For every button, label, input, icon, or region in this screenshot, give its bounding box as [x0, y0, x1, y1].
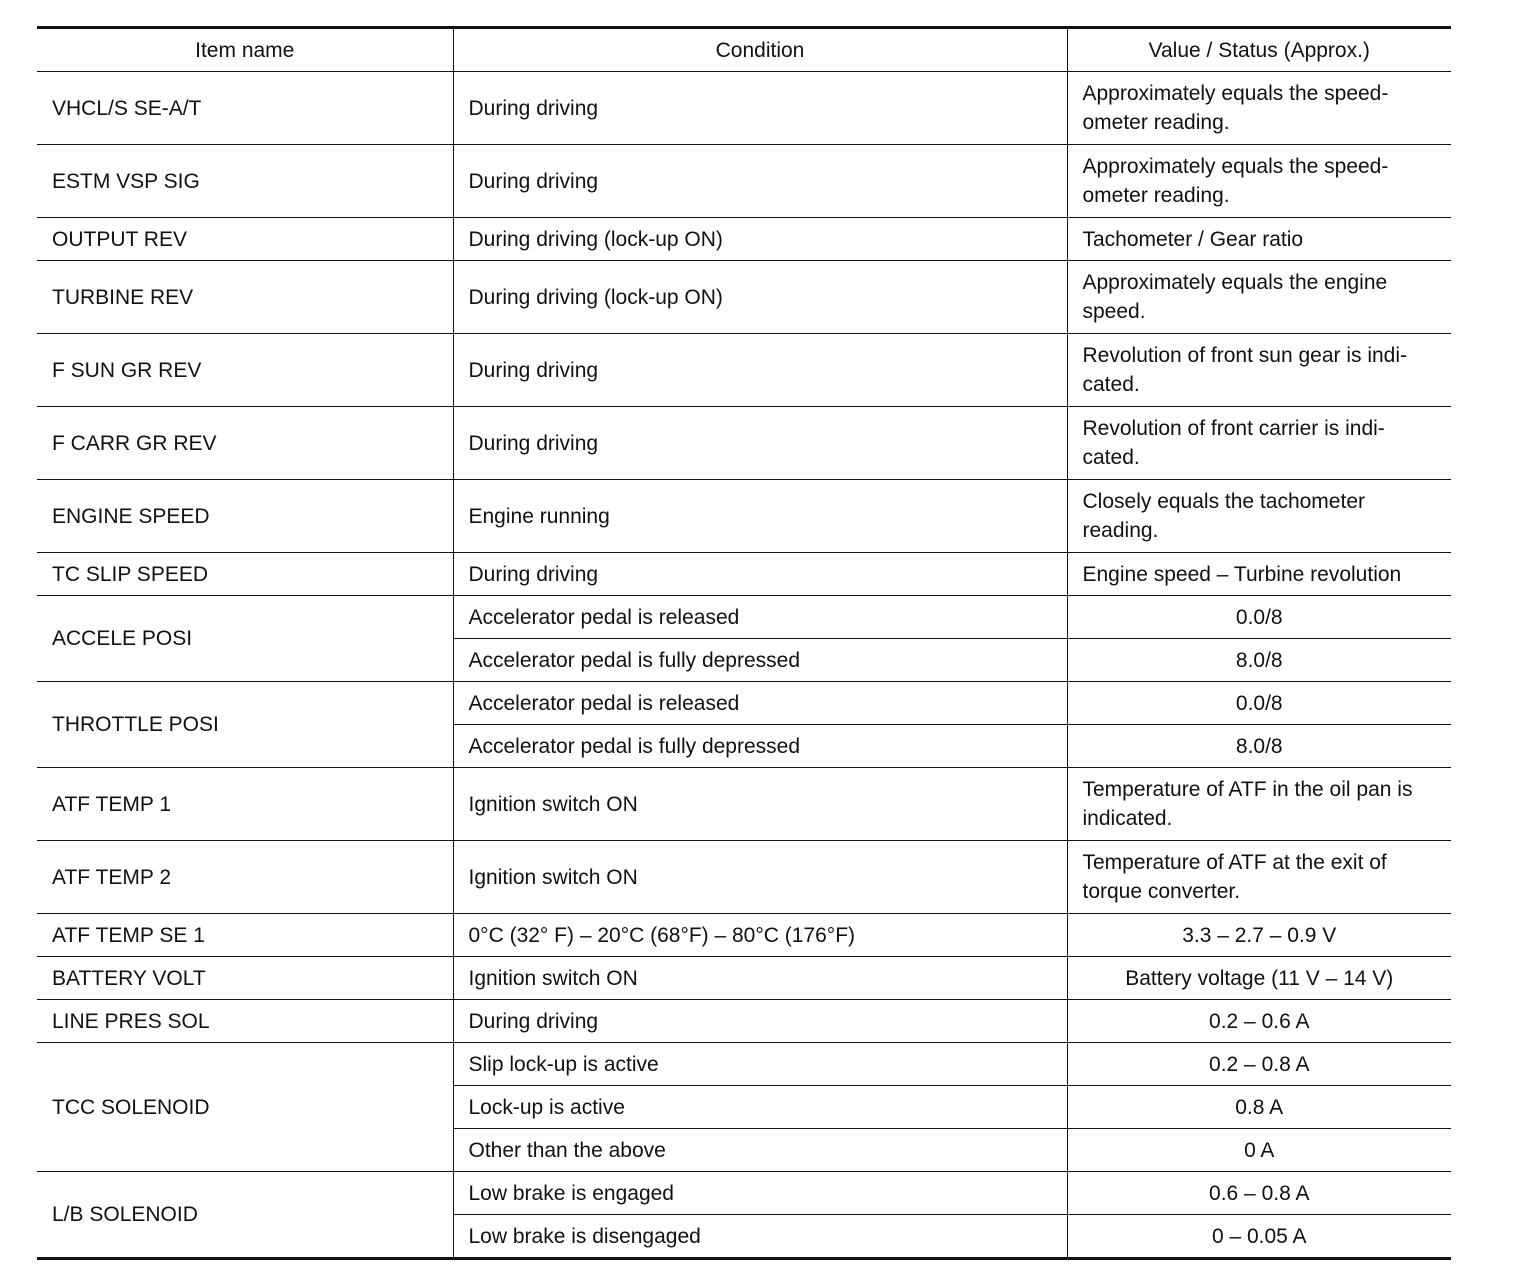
item-name-cell: TCC SOLENOID: [37, 1043, 453, 1172]
item-name-cell: ESTM VSP SIG: [37, 145, 453, 218]
condition-cell: Ignition switch ON: [453, 841, 1067, 914]
table-row: [37, 682, 1451, 725]
item-name-cell: VHCL/S SE-A/T: [37, 72, 453, 145]
value-status-cell: Revolution of front carrier is indi-cated.: [1067, 407, 1451, 480]
condition-cell: Accelerator pedal is fully depressed: [453, 725, 1067, 768]
condition-cell: Ignition switch ON: [453, 957, 1067, 1000]
value-status-cell: Closely equals the tachometer reading.: [1067, 480, 1451, 553]
item-name-cell: ATF TEMP 2: [37, 841, 453, 914]
table-row: [37, 261, 1451, 334]
value-status-cell: Temperature of ATF at the exit of torque converter.: [1067, 841, 1451, 914]
value-status-cell: 8.0/8: [1067, 639, 1451, 682]
table-row: [37, 841, 1451, 914]
value-status-cell: 0.8 A: [1067, 1086, 1451, 1129]
value-status-cell: Engine speed – Turbine revolution: [1067, 553, 1451, 596]
item-name-cell: THROTTLE POSI: [37, 682, 453, 768]
table-row: [37, 1043, 1451, 1086]
value-status-cell: 3.3 – 2.7 – 0.9 V: [1067, 914, 1451, 957]
condition-cell: During driving (lock-up ON): [453, 218, 1067, 261]
value-status-cell: 0.6 – 0.8 A: [1067, 1172, 1451, 1215]
value-status-cell: Approximately equals the speed-ometer reading.: [1067, 72, 1451, 145]
item-name-cell: TC SLIP SPEED: [37, 553, 453, 596]
condition-cell: Other than the above: [453, 1129, 1067, 1172]
condition-cell: During driving: [453, 334, 1067, 407]
value-status-cell: 8.0/8: [1067, 725, 1451, 768]
item-name-cell: L/B SOLENOID: [37, 1172, 453, 1259]
value-status-cell: Approximately equals the speed-ometer reading.: [1067, 145, 1451, 218]
table-row: [37, 407, 1451, 480]
item-name-cell: F SUN GR REV: [37, 334, 453, 407]
value-status-cell: 0 – 0.05 A: [1067, 1215, 1451, 1259]
condition-cell: During driving: [453, 72, 1067, 145]
condition-cell: 0°C (32° F) – 20°C (68°F) – 80°C (176°F): [453, 914, 1067, 957]
item-name-cell: ENGINE SPEED: [37, 480, 453, 553]
table-row: [37, 596, 1451, 639]
item-name-cell: ATF TEMP 1: [37, 768, 453, 841]
table-row: [37, 768, 1451, 841]
value-status-cell: Approximately equals the engine speed.: [1067, 261, 1451, 334]
item-name-cell: OUTPUT REV: [37, 218, 453, 261]
condition-cell: Low brake is disengaged: [453, 1215, 1067, 1259]
table-body: [37, 72, 1451, 1259]
value-status-cell: 0.0/8: [1067, 596, 1451, 639]
condition-cell: Slip lock-up is active: [453, 1043, 1067, 1086]
table-row: [37, 334, 1451, 407]
condition-cell: During driving: [453, 407, 1067, 480]
condition-cell: Accelerator pedal is fully depressed: [453, 639, 1067, 682]
item-name-cell: TURBINE REV: [37, 261, 453, 334]
condition-cell: Lock-up is active: [453, 1086, 1067, 1129]
item-name-cell: BATTERY VOLT: [37, 957, 453, 1000]
table-row: [37, 957, 1451, 1000]
condition-cell: Ignition switch ON: [453, 768, 1067, 841]
data-monitor-table: [37, 26, 1451, 1260]
item-name-cell: F CARR GR REV: [37, 407, 453, 480]
value-status-cell: Tachometer / Gear ratio: [1067, 218, 1451, 261]
condition-cell: Accelerator pedal is released: [453, 682, 1067, 725]
value-status-cell: 0.2 – 0.8 A: [1067, 1043, 1451, 1086]
value-status-cell: 0 A: [1067, 1129, 1451, 1172]
table-row: [37, 1172, 1451, 1215]
table-row: [37, 145, 1451, 218]
condition-cell: During driving: [453, 145, 1067, 218]
table-row: [37, 553, 1451, 596]
condition-cell: During driving (lock-up ON): [453, 261, 1067, 334]
value-status-cell: Temperature of ATF in the oil pan is indicated.: [1067, 768, 1451, 841]
condition-cell: During driving: [453, 1000, 1067, 1043]
header-item-name: Item name: [37, 28, 453, 72]
header-condition: Condition: [453, 28, 1067, 72]
value-status-cell: 0.2 – 0.6 A: [1067, 1000, 1451, 1043]
condition-cell: Engine running: [453, 480, 1067, 553]
item-name-cell: ACCELE POSI: [37, 596, 453, 682]
header-value-status: Value / Status (Approx.): [1067, 28, 1451, 72]
item-name-cell: ATF TEMP SE 1: [37, 914, 453, 957]
table-row: [37, 914, 1451, 957]
value-status-cell: Battery voltage (11 V – 14 V): [1067, 957, 1451, 1000]
value-status-cell: Revolution of front sun gear is indi-cated.: [1067, 334, 1451, 407]
item-name-cell: LINE PRES SOL: [37, 1000, 453, 1043]
header-row: [37, 28, 1451, 72]
table-row: [37, 72, 1451, 145]
condition-cell: Low brake is engaged: [453, 1172, 1067, 1215]
condition-cell: Accelerator pedal is released: [453, 596, 1067, 639]
table-row: [37, 480, 1451, 553]
table-row: [37, 218, 1451, 261]
condition-cell: During driving: [453, 553, 1067, 596]
table-row: [37, 1000, 1451, 1043]
value-status-cell: 0.0/8: [1067, 682, 1451, 725]
